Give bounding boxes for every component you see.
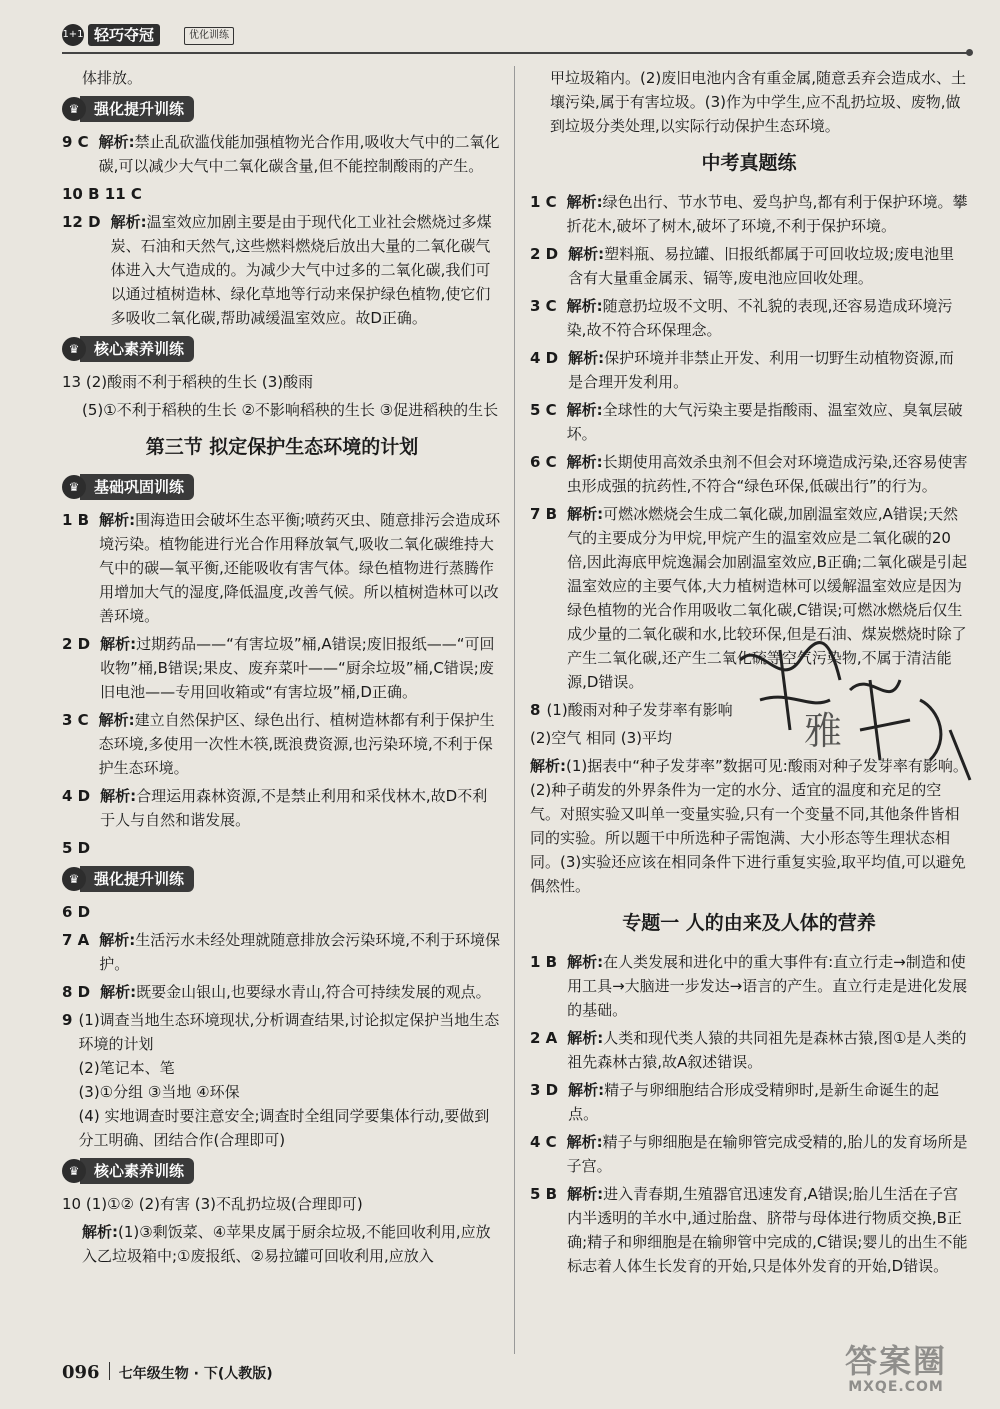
answer-item	[530, 1026, 968, 1074]
analysis-label: 解析:	[567, 953, 604, 971]
answer-explanation: 过期药品——“有害垃圾”桶,A错误;废旧报纸——“可回收物”桶,B错误;果皮、废弃菜叶——“厨余垃圾”桶,C错误;废旧电池——专用回收箱或“有害垃圾”桶,D正确。	[100, 635, 495, 701]
footer-separator	[109, 1362, 110, 1380]
section-header-strengthen	[62, 866, 502, 892]
answer-explanation: 生活污水未经处理就随意排放会污染环境,不利于环境保护。	[99, 931, 501, 973]
answer-explanation: (1)据表中“种子发芽率”数据可见:酸雨对种子发芽率有影响。(2)种子萌发的外界条件为一定的水分、适宜的温度和充足的空气。对照实验又叫单一变量实验,只有一个变量不同,其他条件皆相同的实验。所以题干中所选种子需饱满、大小形态等生理状态相同。(3)实验还应该在相同条件下进行重复实验,取平均值,可以避免偶然性。	[530, 757, 968, 895]
brand-logo-icon: 1+1	[62, 24, 84, 46]
answer-item	[530, 1130, 968, 1178]
analysis-label: 解析:	[100, 635, 137, 653]
section-label: 强化提升训练	[80, 866, 194, 892]
answer-explanation: (1)③剩饭菜、④苹果皮属于厨余垃圾,不能回收利用,应放入乙垃圾箱中;①废报纸、②易拉罐可回收利用,应放入	[82, 1223, 491, 1265]
answer-line: (4) 实地调查时要注意安全;调查时全组同学要集体行动,要做到分工明确、团结合作(合理即可)	[78, 1107, 490, 1149]
answer-line: (1)酸雨对种子发芽率有影响	[546, 701, 733, 719]
analysis-label: 解析:	[567, 1185, 604, 1203]
answer-item	[62, 508, 502, 628]
section-label: 核心素养训练	[80, 336, 194, 362]
analysis-label: 解析:	[99, 511, 136, 529]
crown-icon: ♛	[62, 97, 86, 121]
analysis-label: 解析:	[566, 297, 603, 315]
brand-subtitle: 优化训练	[184, 27, 234, 45]
chapter-title: 专题一 人的由来及人体的营养	[622, 912, 876, 934]
answer-explanation: 随意扔垃圾不文明、不礼貌的表现,还容易造成环境污染,故不符合环保理念。	[566, 297, 953, 339]
answer-number: 4 D	[62, 787, 91, 805]
brand-name: 轻巧夺冠	[88, 24, 160, 46]
analysis-label: 解析:	[100, 983, 137, 1001]
book-title: 七年级生物 · 下(人教版)	[118, 1366, 273, 1382]
answer-line: 13 (2)酸雨不利于稻秧的生长 (3)酸雨	[62, 373, 314, 391]
answer-item	[62, 130, 502, 178]
crown-icon: ♛	[62, 475, 86, 499]
answer-explanation: 精子与卵细胞是在输卵管完成受精的,胎儿的发育场所是子宫。	[566, 1133, 968, 1175]
analysis-label: 解析:	[98, 711, 135, 729]
answer-line: (5)①不利于稻秧的生长 ②不影响稻秧的生长 ③促进稻秧的生长	[82, 401, 499, 419]
answer-explanation: 精子与卵细胞结合形成受精卵时,是新生命诞生的起点。	[568, 1081, 939, 1123]
answer-number: 9	[62, 1011, 73, 1029]
answer-explanation: 长期使用高效杀虫剂不但会对环境造成污染,还容易使害虫形成强的抗药性,不符合“绿色环保,低碳出行”的行为。	[566, 453, 968, 495]
analysis-label: 解析:	[98, 133, 135, 151]
analysis-label: 解析:	[566, 453, 603, 471]
analysis-label: 解析:	[82, 1223, 118, 1241]
answer-item	[62, 980, 502, 1004]
answer-number: 2 D	[62, 635, 91, 653]
answer-explanation-block	[62, 1220, 502, 1268]
answer-explanation: 在人类发展和进化中的重大事件有:直立行走→制造和使用工具→大脑进一步发达→语言的产生。直立行走是进化发展的基础。	[567, 953, 968, 1019]
answer-item	[530, 1078, 968, 1126]
answer-number: 9 C	[62, 133, 89, 151]
analysis-label: 解析:	[566, 1133, 603, 1151]
section-header-basic	[62, 474, 502, 500]
answer-explanation: 保护环境并非禁止开发、利用一切野生动植物资源,而是合理开发利用。	[568, 349, 954, 391]
page-footer	[62, 1362, 273, 1388]
answer-line: (2)笔记本、笔	[78, 1059, 175, 1077]
answer-explanation: 围海造田会破坏生态平衡;喷药灭虫、随意排污会造成环境污染。植物能进行光合作用释放氧气,吸收二氧化碳维持大气中的碳—氧平衡,还能吸收有害气体。绿色植物进行蒸腾作用增加大气的湿度,降低温度,改善气候。所以植树造林可以改善环境。	[99, 511, 501, 625]
answer-item	[530, 398, 968, 446]
answer-explanation: 塑料瓶、易拉罐、旧报纸都属于可回收垃圾;废电池里含有大量重金属汞、镉等,废电池应回收处理。	[568, 245, 955, 287]
header-rule	[62, 52, 970, 54]
chapter-title: 第三节 拟定保护生态环境的计划	[145, 436, 419, 458]
answer-explanation: 既要金山银山,也要绿水青山,符合可持续发展的观点。	[136, 983, 491, 1001]
answer-number: 12 D	[62, 213, 101, 231]
answer-number: 1 C	[530, 193, 557, 211]
analysis-label: 解析:	[567, 505, 604, 523]
answer-explanation: 绿色出行、节水节电、爱鸟护鸟,都有利于保护环境。攀折花木,破坏了树木,破坏了环境,不利于保护环境。	[566, 193, 968, 235]
answer-item	[62, 210, 502, 330]
answer-number: 2 D	[530, 245, 559, 263]
answer-item	[530, 450, 968, 498]
analysis-label: 解析:	[100, 787, 137, 805]
page-header	[62, 22, 972, 62]
analysis-label: 解析:	[566, 401, 603, 419]
watermark-logo: 答案圈	[844, 1342, 947, 1380]
answer-explanation: 建立自然保护区、绿色出行、植树造林都有利于保护生态环境,多使用一次性木筷,既浪费资源,也污染环境,不利于保护生态环境。	[98, 711, 495, 777]
answer-number: 7 A	[62, 931, 90, 949]
answer-line: 6 D	[62, 903, 91, 921]
answer-number: 3 C	[530, 297, 557, 315]
answer-explanation: 全球性的大气污染主要是指酸雨、温室效应、臭氧层破坏。	[566, 401, 963, 443]
answer-number: 4 D	[530, 349, 559, 367]
analysis-label: 解析:	[530, 757, 566, 775]
answer-item	[62, 708, 502, 780]
header-dot-icon	[966, 49, 973, 56]
answer-item	[530, 1182, 968, 1278]
watermark-url: MXQE.COM	[848, 1379, 944, 1395]
answer-number: 3 D	[530, 1081, 559, 1099]
answer-number: 1 B	[530, 953, 558, 971]
answer-item	[530, 950, 968, 1022]
answer-item	[62, 784, 502, 832]
crown-icon: ♛	[62, 867, 86, 891]
answer-item	[62, 632, 502, 704]
answer-line: (2)空气 相同 (3)平均	[530, 729, 673, 747]
answer-item	[62, 1008, 502, 1152]
column-divider	[514, 66, 515, 1354]
answer-item	[530, 190, 968, 238]
answer-line: 5 D	[62, 839, 91, 857]
handwritten-scribble	[720, 620, 980, 790]
section-header-strengthen	[62, 96, 502, 122]
answer-line: 10 (1)①② (2)有害 (3)不乱扔垃圾(合理即可)	[62, 1195, 363, 1213]
watermark	[806, 1344, 986, 1400]
analysis-label: 解析:	[110, 213, 147, 231]
chapter-title: 中考真题练	[701, 152, 797, 174]
answer-number: 2 A	[530, 1029, 558, 1047]
answer-line: (1)调查当地生态环境现状,分析调查结果,讨论拟定保护当地生态环境的计划	[78, 1011, 500, 1053]
answer-explanation: 进入青春期,生殖器官迅速发育,A错误;胎儿生活在子宫内半透明的羊水中,通过胎盘、脐带与母体进行物质交换,B正确;精子和卵细胞是在输卵管中完成的,C错误;婴儿的出生不能标志着人体生长发育的开始,只是体外发育的开始,D错误。	[567, 1185, 968, 1275]
answer-number: 4 C	[530, 1133, 557, 1151]
analysis-label: 解析:	[567, 1029, 604, 1047]
answer-number: 5 C	[530, 401, 557, 419]
crown-icon: ♛	[62, 337, 86, 361]
analysis-label: 解析:	[568, 245, 605, 263]
answer-number: 1 B	[62, 511, 90, 529]
section-header-core	[62, 336, 502, 362]
answer-line: 10 B 11 C	[62, 185, 142, 203]
analysis-label: 解析:	[568, 349, 605, 367]
page-number: 096	[62, 1362, 100, 1383]
section-label: 基础巩固训练	[80, 474, 194, 500]
answer-number: 5 B	[530, 1185, 558, 1203]
answer-number: 7 B	[530, 505, 558, 523]
answer-number: 8 D	[62, 983, 91, 1001]
handwritten-text: 雅	[804, 709, 843, 753]
left-column	[62, 66, 502, 1272]
answer-item	[530, 294, 968, 342]
section-label: 核心素养训练	[80, 1158, 194, 1184]
answer-explanation: 可燃冰燃烧会生成二氧化碳,加剧温室效应,A错误;天然气的主要成分为甲烷,甲烷产生的温室效应是二氧化碳的20倍,因此海底甲烷逸漏会加剧温室效应,B正确;二氧化碳是引起温室效应的主要气体,大力植树造林可以缓解温室效应是因为绿色植物的光合作用吸收二氧化碳,C错误;可燃冰燃烧后仅生成少量的二氧化碳和水,比较环保,但是石油、煤炭燃烧时除了产生二氧化碳,还产生二氧化硫等空气污染物,不属于清洁能源,D错误。	[567, 505, 967, 691]
answer-explanation: 合理运用森林资源,不是禁止利用和采伐林木,故D不利于人与自然和谐发展。	[100, 787, 488, 829]
continued-text: 甲垃圾箱内。(2)废旧电池内含有重金属,随意丢弃会造成水、土壤污染,属于有害垃圾。(3)作为中学生,应不乱扔垃圾、废物,做到垃圾分类处理,以实际行动保护生态环境。	[550, 69, 967, 135]
answer-number: 3 C	[62, 711, 89, 729]
answer-explanation: 禁止乱砍滥伐能加强植物光合作用,吸收大气中的二氧化碳,可以减少大气中二氧化碳含量,但不能控制酸雨的产生。	[98, 133, 500, 175]
section-label: 强化提升训练	[80, 96, 194, 122]
continued-text: 体排放。	[82, 69, 143, 87]
crown-icon: ♛	[62, 1159, 86, 1183]
answer-item	[530, 346, 968, 394]
analysis-label: 解析:	[568, 1081, 605, 1099]
answer-number: 8	[530, 701, 541, 719]
analysis-label: 解析:	[99, 931, 136, 949]
answer-explanation: 人类和现代类人猿的共同祖先是森林古猿,图①是人类的祖先森林古猿,故A叙述错误。	[567, 1029, 967, 1071]
answer-number: 6 C	[530, 453, 557, 471]
answer-line: (3)①分组 ③当地 ④环保	[78, 1083, 240, 1101]
answer-explanation: 温室效应加剧主要是由于现代化工业社会燃烧过多煤炭、石油和天然气,这些燃料燃烧后放出大量的二氧化碳气体进入大气造成的。为减少大气中过多的二氧化碳,我们可以通过植树造林、绿化草地等行动来保护绿色植物,使它们多吸收二氧化碳,帮助减缓温室效应。故D正确。	[110, 213, 492, 327]
answer-item	[62, 928, 502, 976]
answer-item	[530, 242, 968, 290]
section-header-core	[62, 1158, 502, 1184]
analysis-label: 解析:	[566, 193, 603, 211]
